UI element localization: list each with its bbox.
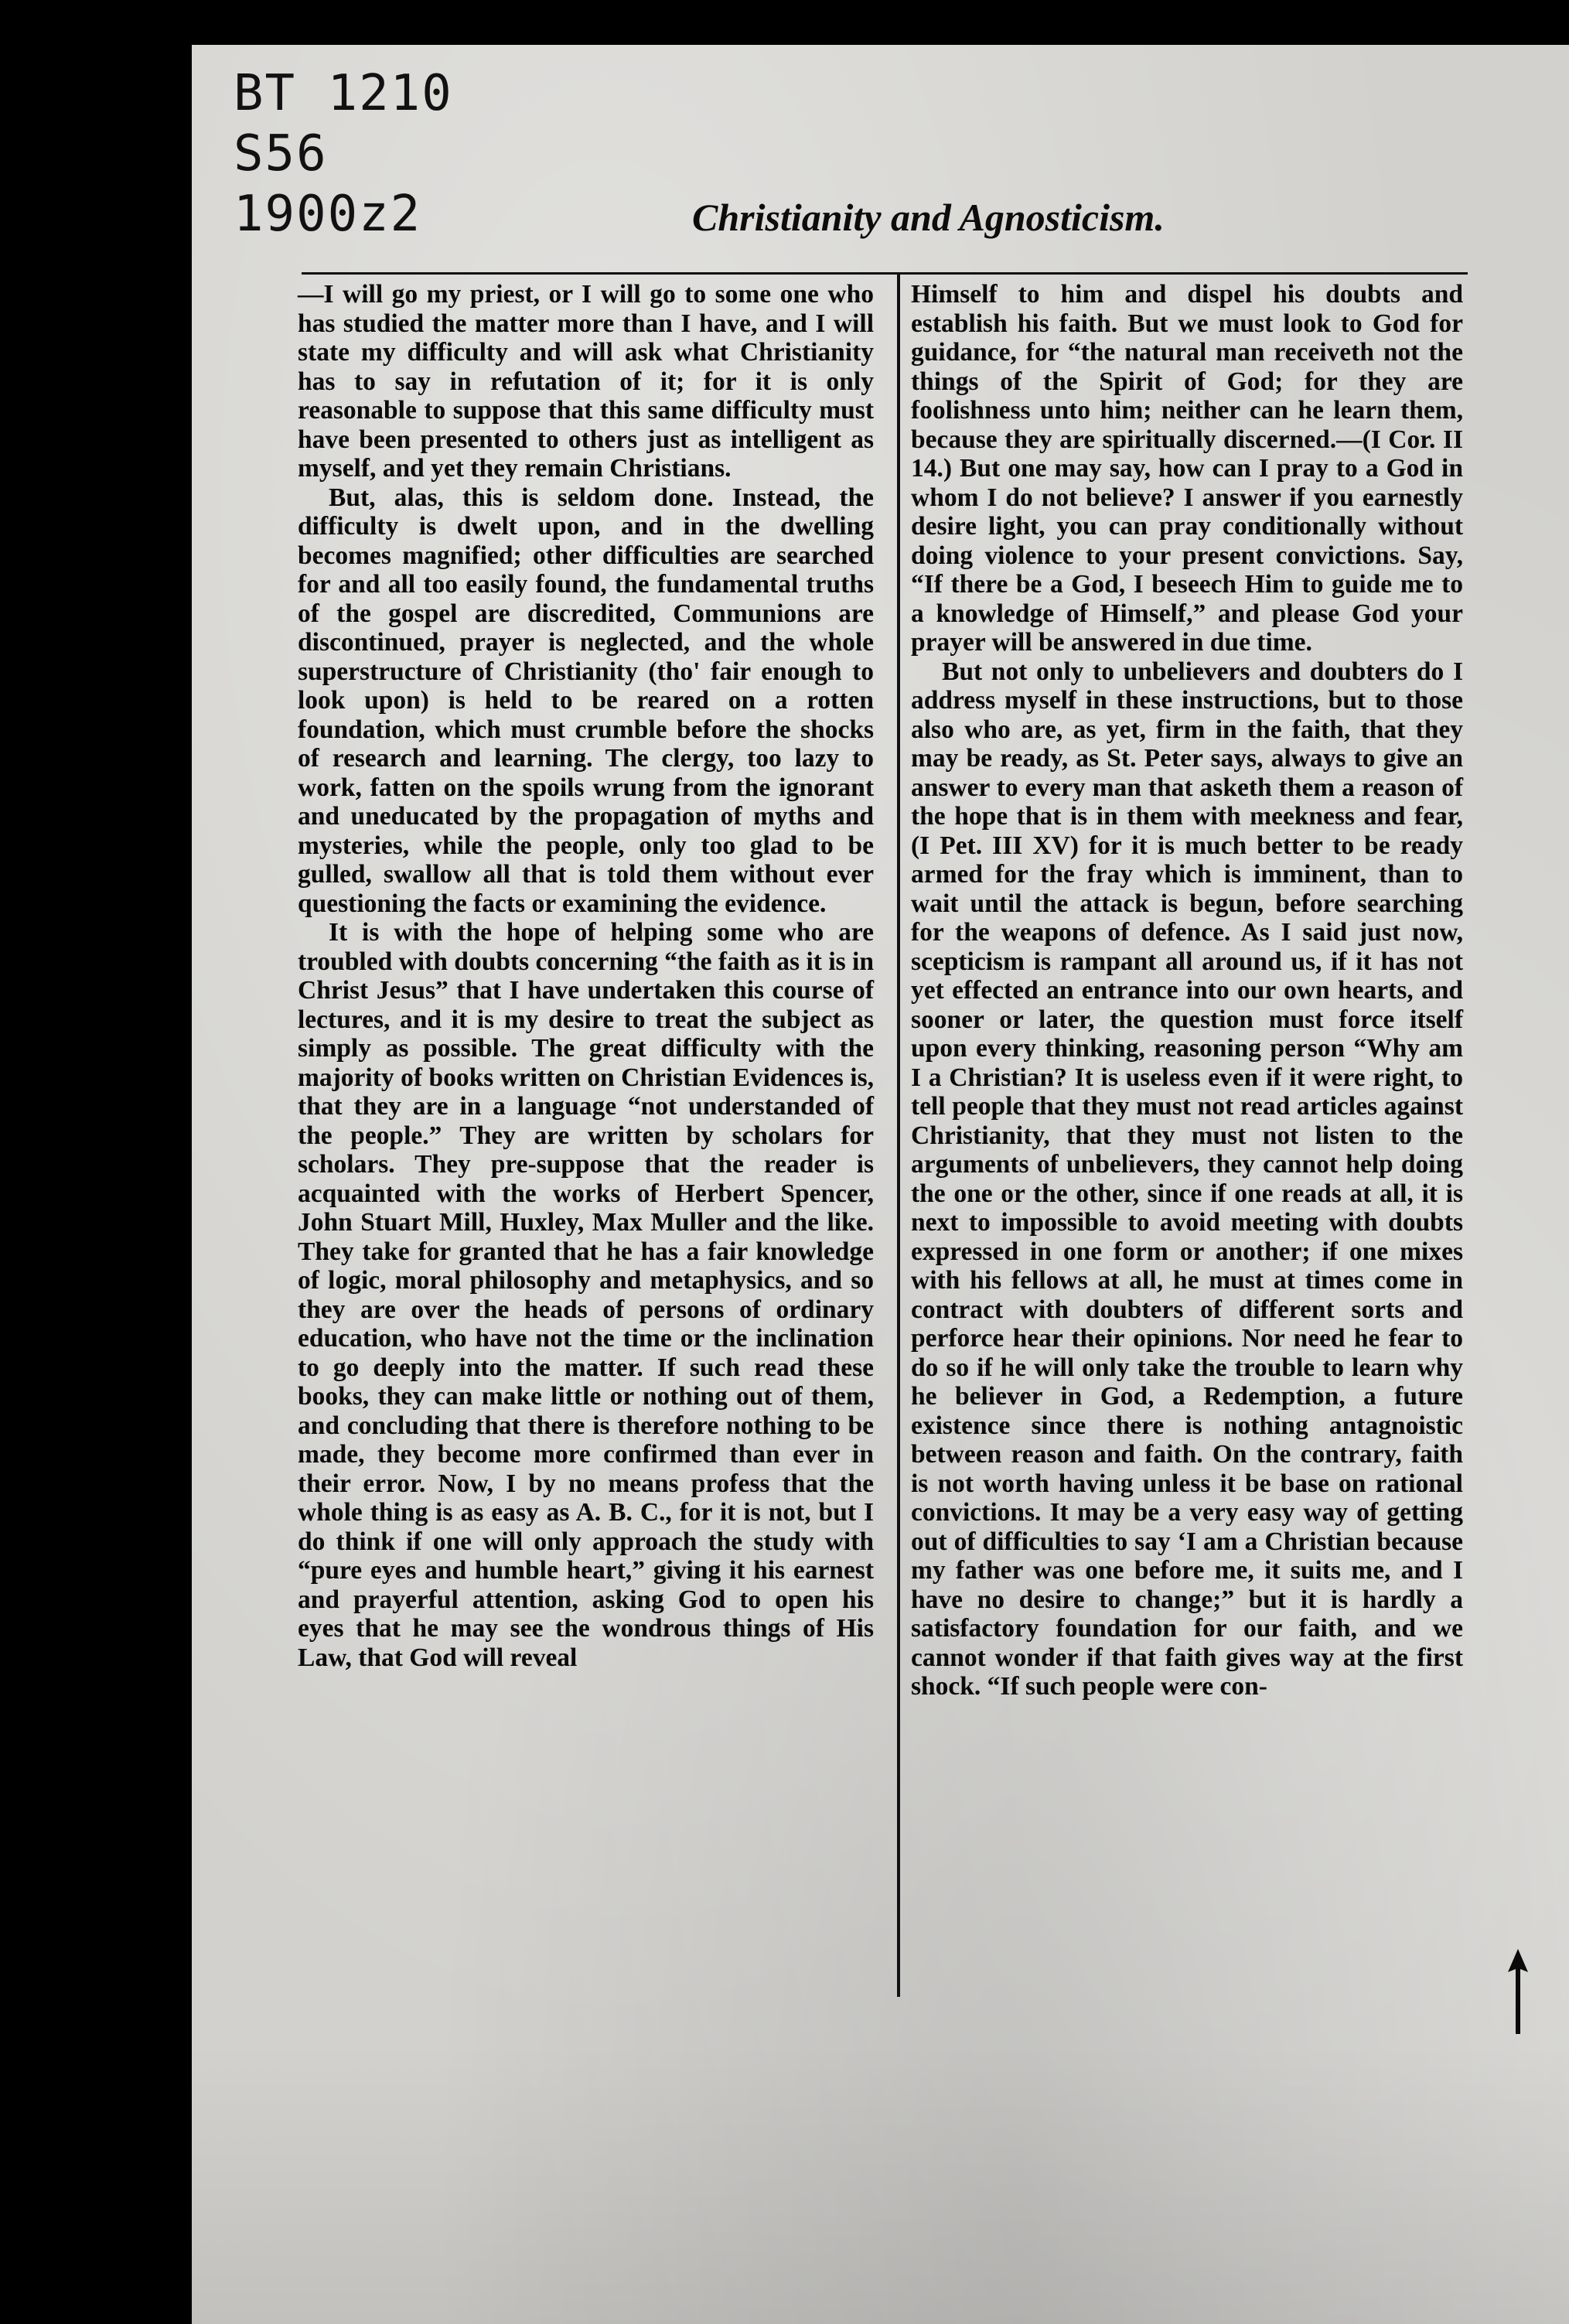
paragraph: Himself to him and dispel his doubts and establish his faith. But we must look to God for guidance, for “the natural man receiveth not the things of the Spirit of God; for they are foolishness unto him; neither can he learn them, because they are spiritually discerned.—(I Cor. II 14.) But one may say, how can I pray to a God in whom I do not believe? I answer if you earnestly desire light, you can pray conditionally without doing violence to your present convictions. Say, “If there be a God, I beseech Him to guide me to a knowledge of Himself,” and please God your prayer will be answered in due time. bbox=[911, 280, 1463, 657]
text-column-right bbox=[911, 280, 1463, 1701]
paragraph: —I will go my priest, or I will go to some one who has studied the matter more than I have, and I will state my difficulty and will ask what Christianity has to say in refutation of it; for it is only reasonable to suppose that this same difficulty must have been presented to others just as intelligent as myself, and yet they remain Christians. bbox=[298, 280, 874, 483]
call-number-line: S56 bbox=[234, 125, 328, 183]
paragraph: It is with the hope of helping some who are troubled with doubts concerning “the faith as it is in Christ Jesus” that I have undertaken this course of lectures, and it is my desire to treat the subject as simply as possible. The great difficulty with the majority of books written on Christian Evidences is, that they are in a language “not understanded of the people.” They are written by scholars for scholars. They pre-suppose that the reader is acquainted with the works of Herbert Spencer, John Stuart Mill, Huxley, Max Muller and the like. They take for granted that he has a fair knowledge of logic, moral philosophy and metaphysics, and so they are over the heads of persons of ordinary education, who have not the time or the inclination to go deeply into the matter. If such read these books, they can make little or nothing out of them, and concluding that there is therefore nothing to be made, they become more confirmed than ever in their error. Now, I by no means profess that the whole thing is as easy as A. B. C., for it is not, but I do think if one will only approach the study with “pure eyes and humble heart,” giving it his earnest and prayerful attention, asking God to open his eyes that he may see the wondrous things of His Law, that God will reveal bbox=[298, 918, 874, 1672]
paragraph: But, alas, this is seldom done. Instead, the difficulty is dwelt upon, and in the dwelling becomes magnified; other difficulties are searched for and all too easily found, the fundamental truths of the gospel are discredited, Communions are discontinued, prayer is neglected, and the whole superstructure of Christianity (tho' fair enough to look upon) is held to be reared on a rotten foundation, which must crumble before the shocks of research and learning. The clergy, too lazy to work, fatten on the spoils wrung from the ignorant and uneducated by the propagation of myths and mysteries, while the people, only too glad to be gulled, swallow all that is told them without ever questioning the facts or examining the evidence. bbox=[298, 483, 874, 918]
text-column-left bbox=[298, 280, 874, 1672]
header-rule bbox=[302, 272, 1468, 275]
column-divider bbox=[897, 272, 900, 1997]
call-number-line: 1900z2 bbox=[234, 186, 422, 243]
running-title: Christianity and Agnosticism. bbox=[692, 196, 1165, 239]
arrow-up-icon bbox=[1506, 1949, 1530, 2034]
call-number-line: BT 1210 bbox=[234, 65, 453, 122]
call-number-annotation bbox=[234, 63, 453, 244]
paragraph: But not only to unbelievers and doubters do I address myself in these instructions, but to those also who are, as yet, firm in the faith, that they may be ready, as St. Peter says, always to give an answer to every man that asketh them a reason of the hope that is in them with meekness and fear, (I Pet. III XV) for it is much better to be ready armed for the fray which is imminent, than to wait until the attack is begun, before searching for the weapons of defence. As I said just now, scepticism is rampant all around us, if it has not yet effected an entrance into our own hearts, and sooner or later, the question must force itself upon every thinking, reasoning person “Why am I a Christian? It is useless even if it were right, to tell people that they must not read articles against Christianity, that they must not listen to the arguments of unbelievers, they cannot help doing the one or the other, since if one reads at all, it is next to impossible to avoid meeting with doubts expressed in one form or another; if one mixes with his fellows at all, he must at times come in contract with doubters of different sorts and perforce hear their opinions. Nor need he fear to do so if he will only take the trouble to learn why he believer in God, a Redemption, a future existence since there is nothing antagnoistic between reason and faith. On the contrary, faith is not worth having unless it be base on rational convictions. It may be a very easy way of getting out of difficulties to say ‘I am a Christian because my father was one before me, it suits me, and I have no desire to change;” but it is hardly a satisfactory foundation for our faith, and we cannot wonder if that faith gives way at the first shock. “If such people were con- bbox=[911, 657, 1463, 1701]
page-shade bbox=[192, 2042, 1569, 2324]
